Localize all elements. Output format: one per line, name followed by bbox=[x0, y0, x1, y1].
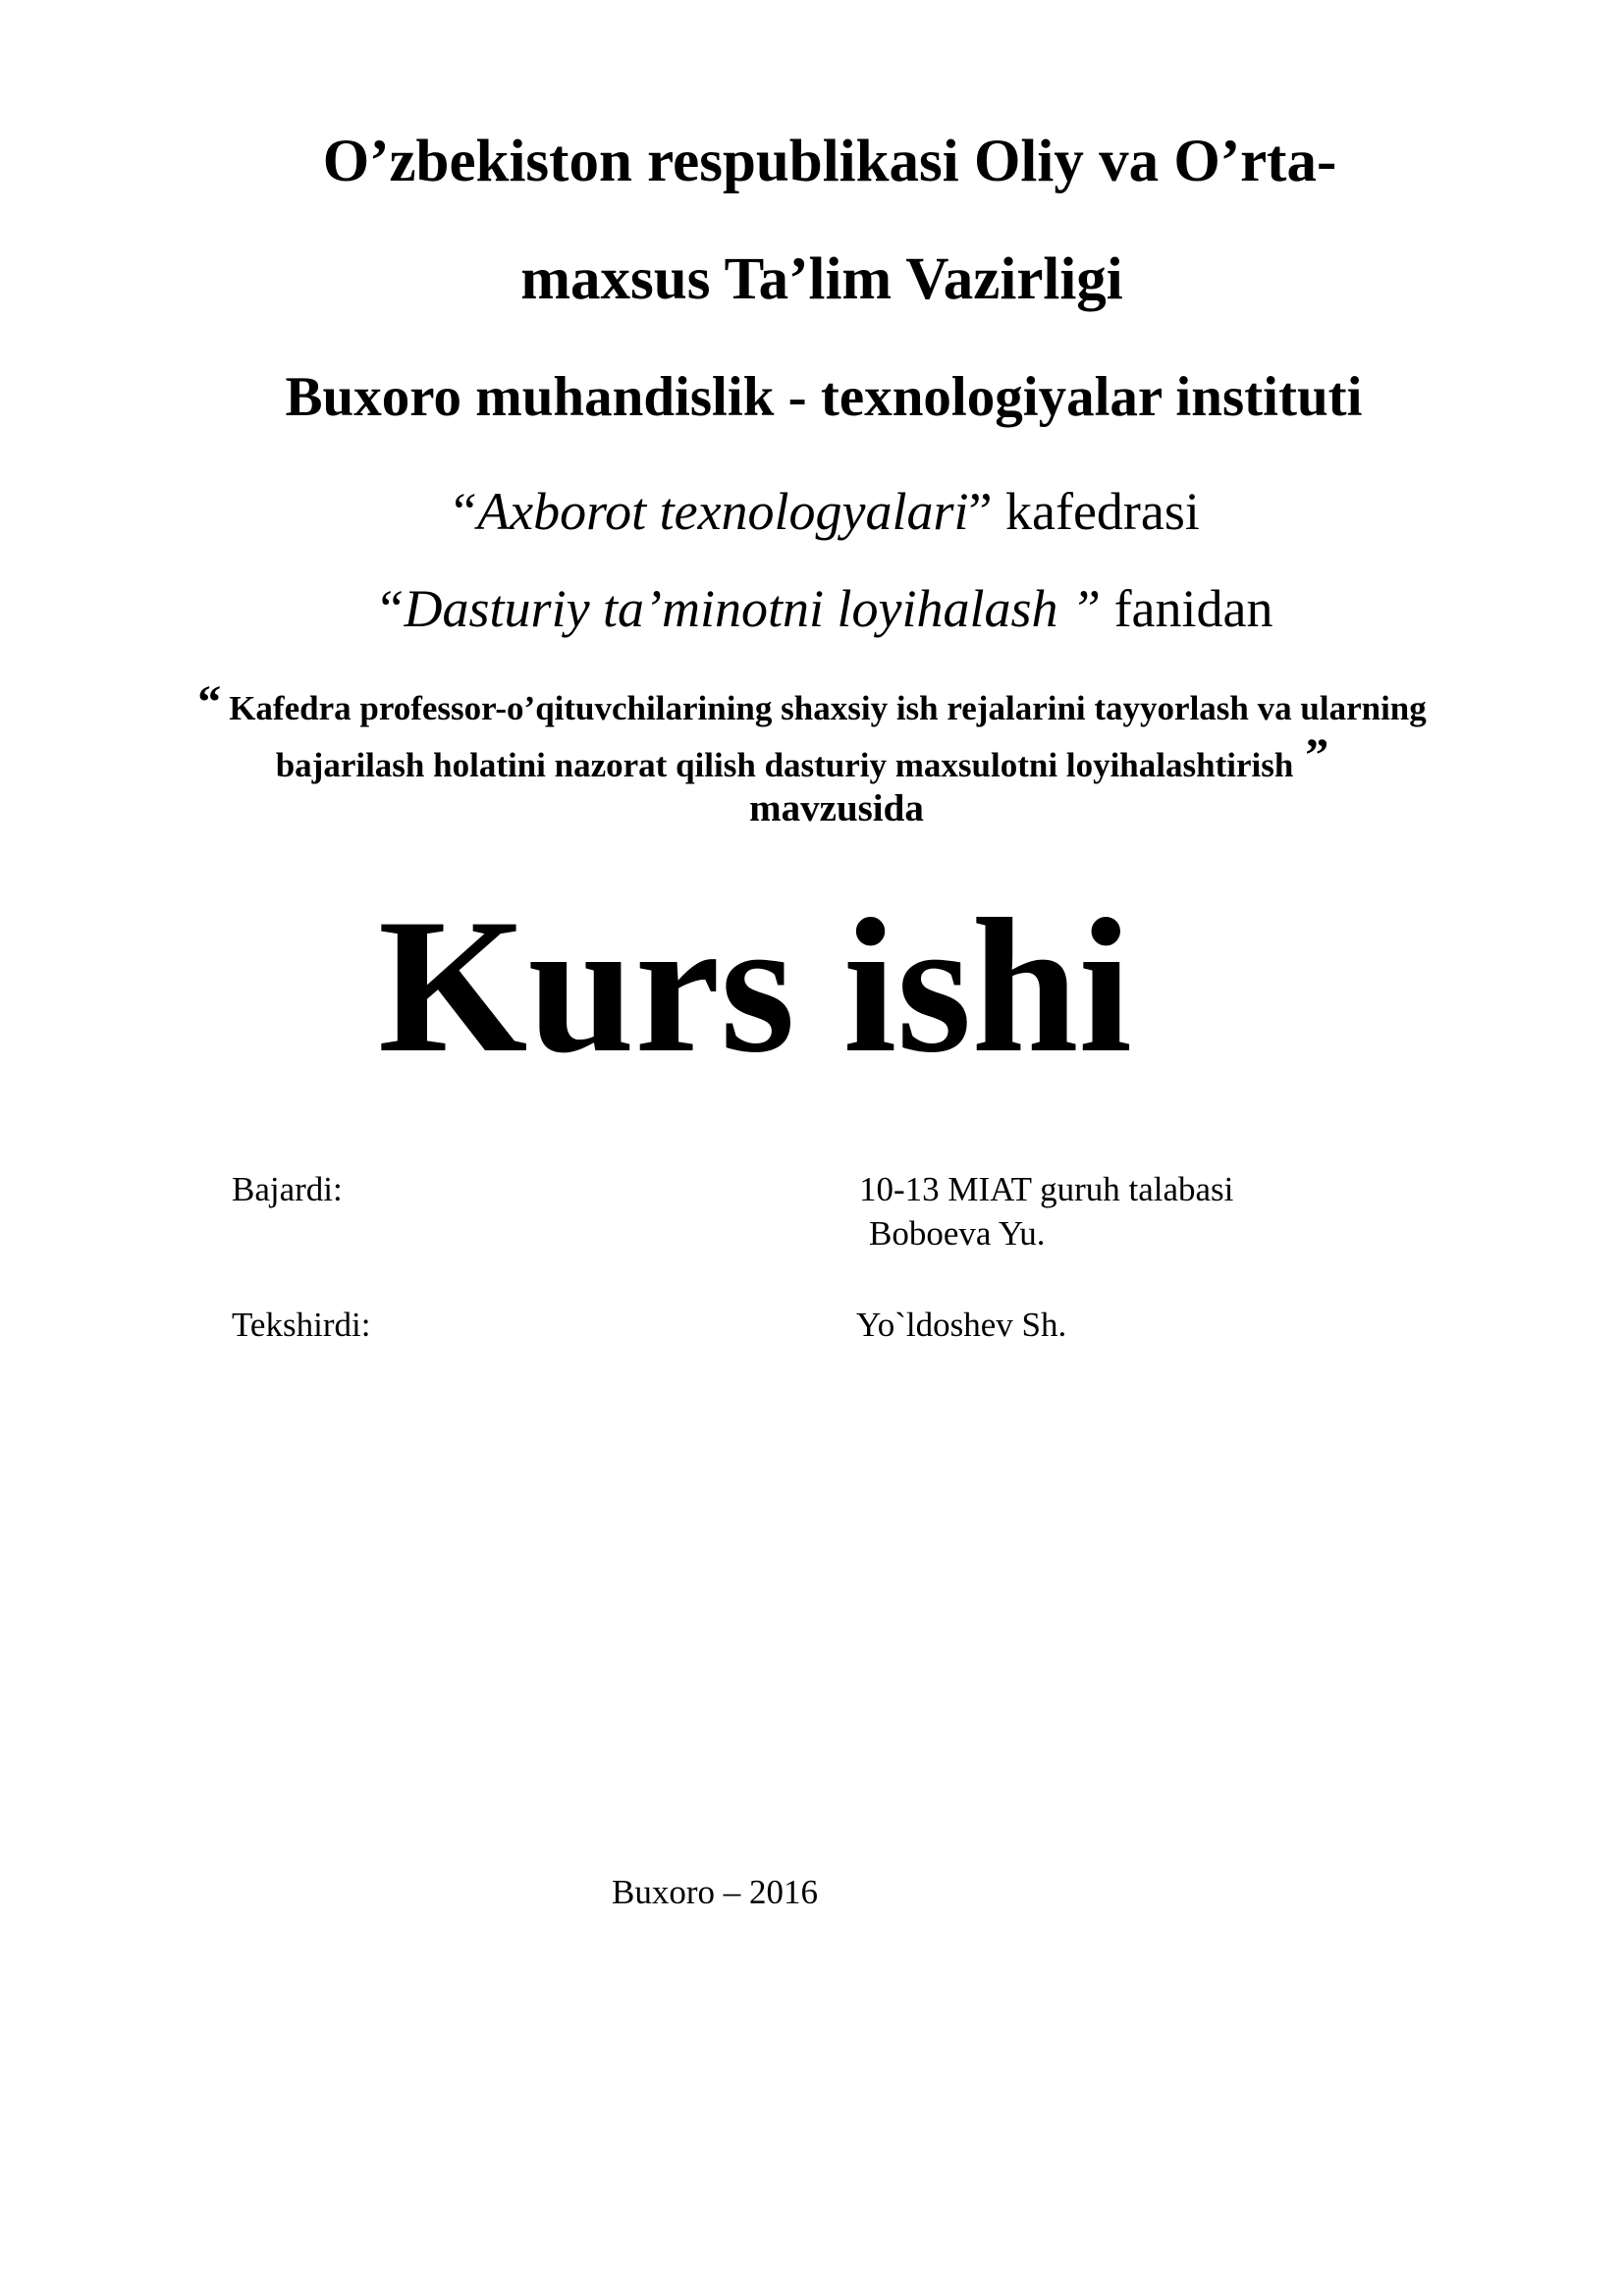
topic-text-1: Kafedra professor-o’qituvchilarining shaxsiy ish rejalarini tayyorlash va ularning bbox=[229, 689, 1427, 727]
department-name: Axborot texnologyalari bbox=[477, 482, 969, 541]
checked-by-label: Tekshirdi: bbox=[232, 1306, 371, 1344]
place-and-year: Buxoro – 2016 bbox=[612, 1873, 818, 1911]
topic-line-1 bbox=[0, 676, 1624, 732]
department-quote-open: “ bbox=[448, 482, 478, 541]
subject-quote-open: “ bbox=[374, 579, 405, 638]
performed-by-label: Bajardi: bbox=[232, 1170, 343, 1208]
ministry-line-1: O’zbekiston respublikasi Oliy va O’rta- bbox=[322, 129, 1337, 194]
topic-line-2 bbox=[0, 729, 1614, 789]
department-suffix: kafedrasi bbox=[992, 482, 1200, 541]
subject-suffix: fanidan bbox=[1101, 579, 1273, 638]
department-quote-close: ” bbox=[968, 482, 993, 541]
topic-text-2: bajarilash holatini nazorat qilish dasturiy maxsulotni loyihalashtirish bbox=[275, 746, 1294, 784]
topic-line-3: mavzusida bbox=[749, 787, 924, 829]
topic-quote-close: ” bbox=[1305, 729, 1329, 781]
subject-line bbox=[12, 578, 1624, 639]
topic-quote-open: “ bbox=[197, 676, 222, 728]
performed-by-student: Boboeva Yu. bbox=[869, 1214, 1046, 1253]
institute-name: Buxoro muhandislik - texnologiyalar instituti bbox=[285, 366, 1363, 428]
department-line bbox=[12, 481, 1624, 542]
performed-by-group: 10-13 MIAT guruh talabasi bbox=[859, 1170, 1234, 1208]
subject-quote-close: ” bbox=[1071, 579, 1102, 638]
subject-name: Dasturiy ta’minotni loyihalash bbox=[404, 579, 1072, 638]
ministry-line-2: maxsus Ta’lim Vazirligi bbox=[520, 246, 1123, 312]
checked-by-teacher: Yo`ldoshev Sh. bbox=[856, 1306, 1067, 1344]
document-type-title: Kurs ishi bbox=[378, 880, 1132, 1093]
